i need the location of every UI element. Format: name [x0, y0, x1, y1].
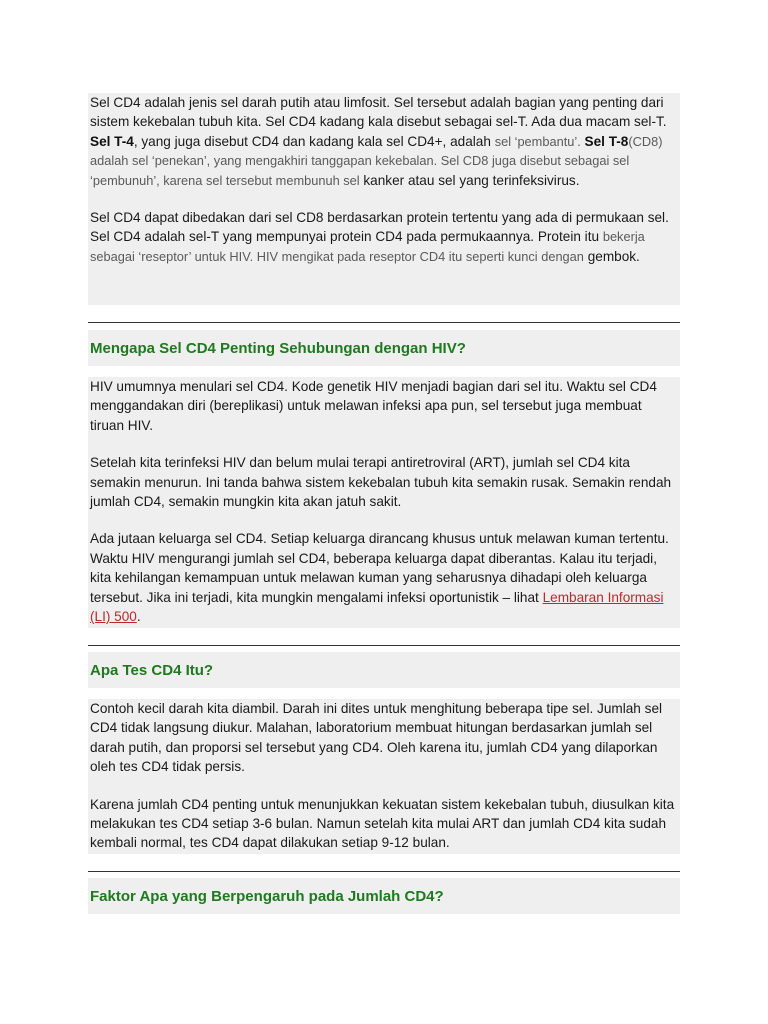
section-divider-1 [88, 322, 680, 323]
intro-paragraph-1: Sel CD4 adalah jenis sel darah putih atau limfosit. Sel tersebut adalah bagian yang penting dari sistem kekebalan tubuh kita. Sel CD4 kadang kala disebut sebagai sel-T. Ada dua macam sel-T. Sel T-4, yang juga disebut CD4 dan kadang kala sel CD4+, adalah sel ‘pembantu’. Sel T-8(CD8) adalah sel ‘penekan’, yang mengakhiri tanggapan kekebalan. Sel CD8 juga disebut sebagai sel ‘pembunuh’, karena sel tersebut membunuh sel kanker atau sel yang terinfeksivirus. [90, 95, 667, 188]
intro-paragraph-2: Sel CD4 dapat dibedakan dari sel CD8 berdasarkan protein tertentu yang ada di permukaan sel. Sel CD4 adalah sel-T yang mempunyai protein CD4 pada permukaannya. Protein itu bekerja sebagai ‘reseptor’ untuk HIV. HIV mengikat pada reseptor CD4 itu seperti kunci dengan gembok. [90, 210, 669, 264]
section-1-body [88, 377, 680, 628]
section-1-paragraph-2: Setelah kita terinfeksi HIV dan belum mulai terapi antiretroviral (ART), jumlah sel CD4 kita semakin menurun. Ini tanda bahwa sistem kekebalan tubuh kita semakin rusak. Semakin rendah jumlah CD4, semakin mungkin kita akan jatuh sakit. [90, 455, 672, 510]
info-sheet-500-link[interactable]: Lembaran Informasi (LI) 500 [90, 589, 664, 625]
section-heading-cd4-factors: Faktor Apa yang Berpengaruh pada Jumlah CD4? [88, 878, 680, 914]
section-1-paragraph-1: HIV umumnya menulari sel CD4. Kode genetik HIV menjadi bagian dari sel itu. Waktu sel CD4 menggandakan diri (bereplikasi) untuk melawan infeksi apa pun, sel tersebut juga membuat tiruan HIV. [90, 379, 657, 433]
section-divider-3 [88, 871, 680, 872]
section-2-paragraph-1: Contoh kecil darah kita diambil. Darah ini dites untuk menghitung beberapa tipe sel. Jumlah sel CD4 tidak langsung diukur. Malahan, laboratorium membuat hitungan berdasarkan jumlah sel darah putih, dan proporsi sel tersebut yang CD4. Oleh karena itu, jumlah CD4 yang dilaporkan oleh tes CD4 tidak persis. [90, 701, 663, 775]
section-divider-2 [88, 645, 680, 646]
section-1-paragraph-3: Ada jutaan keluarga sel CD4. Setiap keluarga dirancang khusus untuk melawan kuman tertentu. Waktu HIV mengurangi jumlah sel CD4, beberapa keluarga dapat diberantas. Kalau itu terjadi, kita kehilangan kemampuan untuk melawan kuman yang seharusnya dihadapi oleh keluarga tersebut. Jika ini terjadi, kita mungkin mengalami infeksi oportunistik – lihat Lembaran Informasi (LI) 500. [90, 531, 669, 625]
intro-block [88, 93, 680, 305]
section-heading-cd4-importance: Mengapa Sel CD4 Penting Sehubungan dengan HIV? [88, 330, 680, 366]
section-2-paragraph-2: Karena jumlah CD4 penting untuk menunjukkan kekuatan sistem kekebalan tubuh, diusulkan kita melakukan tes CD4 setiap 3-6 bulan. Namun setelah kita mulai ART dan jumlah CD4 kita sudah kembali normal, tes CD4 dapat dilakukan setiap 9-12 bulan. [90, 796, 675, 851]
section-2-body [88, 699, 680, 854]
section-heading-cd4-test: Apa Tes CD4 Itu? [88, 652, 680, 688]
term-t8: Sel T-8 [584, 133, 629, 149]
term-t4: Sel T-4 [90, 133, 134, 149]
